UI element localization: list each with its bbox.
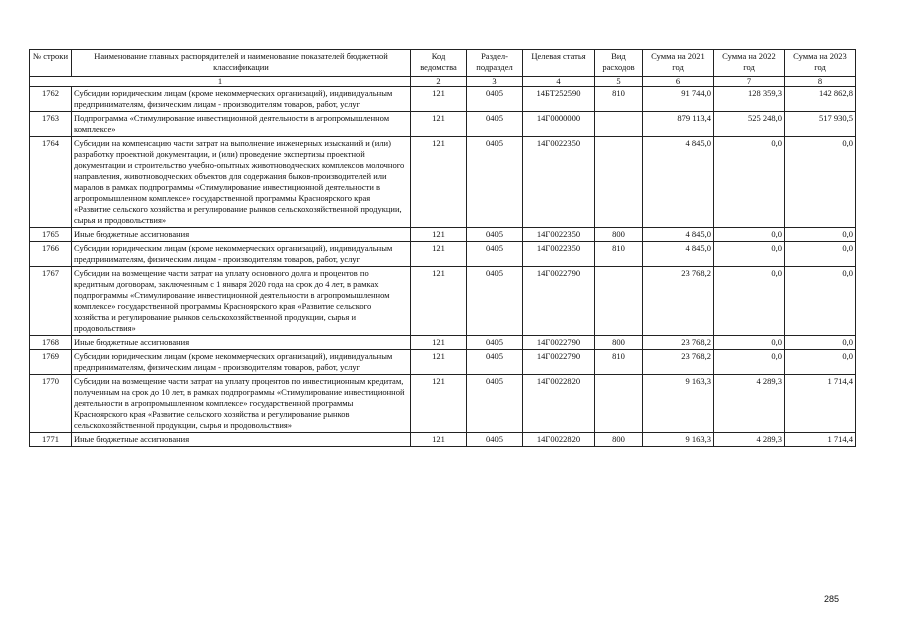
row-target-article: 14Г0022350 — [523, 137, 595, 228]
row-sum-2022: 525 248,0 — [714, 112, 785, 137]
row-sum-2023: 517 930,5 — [785, 112, 856, 137]
row-sum-2022: 0,0 — [714, 336, 785, 350]
row-section: 0405 — [467, 375, 523, 433]
table-row — [30, 137, 856, 228]
row-sum-2023: 0,0 — [785, 137, 856, 228]
row-department-code: 121 — [411, 242, 467, 267]
row-sum-2023: 1 714,4 — [785, 433, 856, 447]
row-sum-2021: 879 113,4 — [643, 112, 714, 137]
row-section: 0405 — [467, 350, 523, 375]
row-sum-2022: 4 289,3 — [714, 375, 785, 433]
column-number: 8 — [785, 77, 856, 87]
row-target-article: 14Г0022790 — [523, 336, 595, 350]
header-row-number: № строки — [30, 50, 72, 77]
row-name: Субсидии на возмещение части затрат на уплату процентов по инвестиционным кредитам, полученным на срок до 10 лет, в рамках подпрограммы «Стимулирование инвестиционной деятельности в агропромышленном комплексе» государственной программы Красноярского края «Развитие сельского хозяйства и регулирование рынков сельскохозяйственной продукции, сырья и продовольствия» — [72, 375, 411, 433]
column-number: 6 — [643, 77, 714, 87]
row-sum-2021: 23 768,2 — [643, 267, 714, 336]
row-sum-2022: 0,0 — [714, 350, 785, 375]
row-department-code: 121 — [411, 375, 467, 433]
row-name: Субсидии юридическим лицам (кроме некоммерческих организаций), индивидуальным предпринимателям, физическим лицам - производителям товаров, работ, услуг — [72, 350, 411, 375]
row-expense-kind — [595, 137, 643, 228]
row-target-article: 14Г0022790 — [523, 350, 595, 375]
header-row — [30, 50, 856, 77]
row-name: Иные бюджетные ассигнования — [72, 433, 411, 447]
row-name: Субсидии юридическим лицам (кроме некоммерческих организаций), индивидуальным предпринимателям, физическим лицам - производителям товаров, работ, услуг — [72, 87, 411, 112]
row-number: 1769 — [30, 350, 72, 375]
row-sum-2022: 0,0 — [714, 267, 785, 336]
row-department-code: 121 — [411, 350, 467, 375]
row-target-article: 14Г0000000 — [523, 112, 595, 137]
row-department-code: 121 — [411, 112, 467, 137]
row-target-article: 14Г0022820 — [523, 375, 595, 433]
row-expense-kind: 810 — [595, 350, 643, 375]
row-department-code: 121 — [411, 267, 467, 336]
table-row — [30, 228, 856, 242]
row-sum-2022: 0,0 — [714, 137, 785, 228]
header-name: Наименование главных распорядителей и наименование показателей бюджетной классификации — [72, 50, 411, 77]
row-section: 0405 — [467, 336, 523, 350]
row-name: Иные бюджетные ассигнования — [72, 228, 411, 242]
row-sum-2022: 0,0 — [714, 228, 785, 242]
row-target-article: 14Г0022790 — [523, 267, 595, 336]
row-name: Субсидии на возмещение части затрат на уплату основного долга и процентов по кредитным договорам, заключенным с 1 января 2020 года на срок до 4 лет, в рамках подпрограммы «Стимулирование инвестиционной деятельности в агропромышленном комплексе» государственной программы Красноярского края «Развитие сельского хозяйства и регулирование рынков сельскохозяйственной продукции, сырья и продовольствия» — [72, 267, 411, 336]
row-sum-2021: 4 845,0 — [643, 242, 714, 267]
row-sum-2023: 0,0 — [785, 267, 856, 336]
row-number: 1767 — [30, 267, 72, 336]
row-expense-kind — [595, 267, 643, 336]
header-department-code: Код ведомства — [411, 50, 467, 77]
row-name: Подпрограмма «Стимулирование инвестиционной деятельности в агропромышленном комплексе» — [72, 112, 411, 137]
row-number: 1764 — [30, 137, 72, 228]
table-row — [30, 375, 856, 433]
table-row — [30, 433, 856, 447]
row-section: 0405 — [467, 267, 523, 336]
row-section: 0405 — [467, 137, 523, 228]
row-sum-2023: 0,0 — [785, 228, 856, 242]
column-number: 7 — [714, 77, 785, 87]
column-number: 2 — [411, 77, 467, 87]
row-name: Иные бюджетные ассигнования — [72, 336, 411, 350]
table-row — [30, 242, 856, 267]
budget-table — [29, 49, 856, 447]
row-section: 0405 — [467, 87, 523, 112]
row-number: 1766 — [30, 242, 72, 267]
row-sum-2022: 4 289,3 — [714, 433, 785, 447]
table-row — [30, 87, 856, 112]
row-sum-2022: 128 359,3 — [714, 87, 785, 112]
row-number: 1762 — [30, 87, 72, 112]
table-row — [30, 350, 856, 375]
row-target-article: 14Г0022350 — [523, 242, 595, 267]
column-number: 5 — [595, 77, 643, 87]
column-number: 4 — [523, 77, 595, 87]
row-department-code: 121 — [411, 137, 467, 228]
header-sum-2023: Сумма на 2023 год — [785, 50, 856, 77]
row-sum-2021: 4 845,0 — [643, 137, 714, 228]
row-sum-2021: 23 768,2 — [643, 336, 714, 350]
header-target-article: Целевая статья — [523, 50, 595, 77]
row-number: 1768 — [30, 336, 72, 350]
row-sum-2022: 0,0 — [714, 242, 785, 267]
row-department-code: 121 — [411, 87, 467, 112]
row-department-code: 121 — [411, 228, 467, 242]
row-target-article: 14Г0022350 — [523, 228, 595, 242]
column-number-row — [30, 77, 856, 87]
header-section: Раздел-подраздел — [467, 50, 523, 77]
row-name: Субсидии на компенсацию части затрат на выполнение инженерных изысканий и (или) разработку проектной документации, и (или) проведение экспертизы проектной документации и строительство учебно-опытных животноводческих комплексов молочного направления, животноводческих объектов для содержания быков-производителей или маралов в рамках подпрограммы «Стимулирование инвестиционной деятельности в агропромышленном комплексе» государственной программы Красноярского края «Развитие сельского хозяйства и регулирование рынков сельскохозяйственной продукции, сырья и продовольствия» — [72, 137, 411, 228]
row-sum-2021: 23 768,2 — [643, 350, 714, 375]
page-number: 285 — [824, 594, 840, 604]
row-sum-2023: 1 714,4 — [785, 375, 856, 433]
row-sum-2021: 9 163,3 — [643, 375, 714, 433]
row-sum-2023: 142 862,8 — [785, 87, 856, 112]
table-row — [30, 336, 856, 350]
row-section: 0405 — [467, 228, 523, 242]
row-expense-kind: 800 — [595, 433, 643, 447]
row-section: 0405 — [467, 433, 523, 447]
row-number: 1765 — [30, 228, 72, 242]
row-sum-2023: 0,0 — [785, 242, 856, 267]
row-expense-kind: 810 — [595, 87, 643, 112]
row-sum-2023: 0,0 — [785, 350, 856, 375]
table-row — [30, 267, 856, 336]
header-sum-2022: Сумма на 2022 год — [714, 50, 785, 77]
column-number: 1 — [30, 77, 411, 87]
row-department-code: 121 — [411, 336, 467, 350]
row-sum-2021: 91 744,0 — [643, 87, 714, 112]
row-number: 1763 — [30, 112, 72, 137]
row-target-article: 14Г0022820 — [523, 433, 595, 447]
row-expense-kind: 800 — [595, 336, 643, 350]
row-number: 1771 — [30, 433, 72, 447]
row-name: Субсидии юридическим лицам (кроме некоммерческих организаций), индивидуальным предпринимателям, физическим лицам - производителям товаров, работ, услуг — [72, 242, 411, 267]
row-sum-2021: 9 163,3 — [643, 433, 714, 447]
row-section: 0405 — [467, 112, 523, 137]
header-expense-kind: Вид расходов — [595, 50, 643, 77]
row-expense-kind: 810 — [595, 242, 643, 267]
row-expense-kind: 800 — [595, 228, 643, 242]
row-expense-kind — [595, 112, 643, 137]
column-number: 3 — [467, 77, 523, 87]
header-sum-2021: Сумма на 2021 год — [643, 50, 714, 77]
row-section: 0405 — [467, 242, 523, 267]
table-row — [30, 112, 856, 137]
row-expense-kind — [595, 375, 643, 433]
row-department-code: 121 — [411, 433, 467, 447]
row-sum-2021: 4 845,0 — [643, 228, 714, 242]
row-number: 1770 — [30, 375, 72, 433]
row-sum-2023: 0,0 — [785, 336, 856, 350]
row-target-article: 14БТ252590 — [523, 87, 595, 112]
table-body — [30, 87, 856, 447]
